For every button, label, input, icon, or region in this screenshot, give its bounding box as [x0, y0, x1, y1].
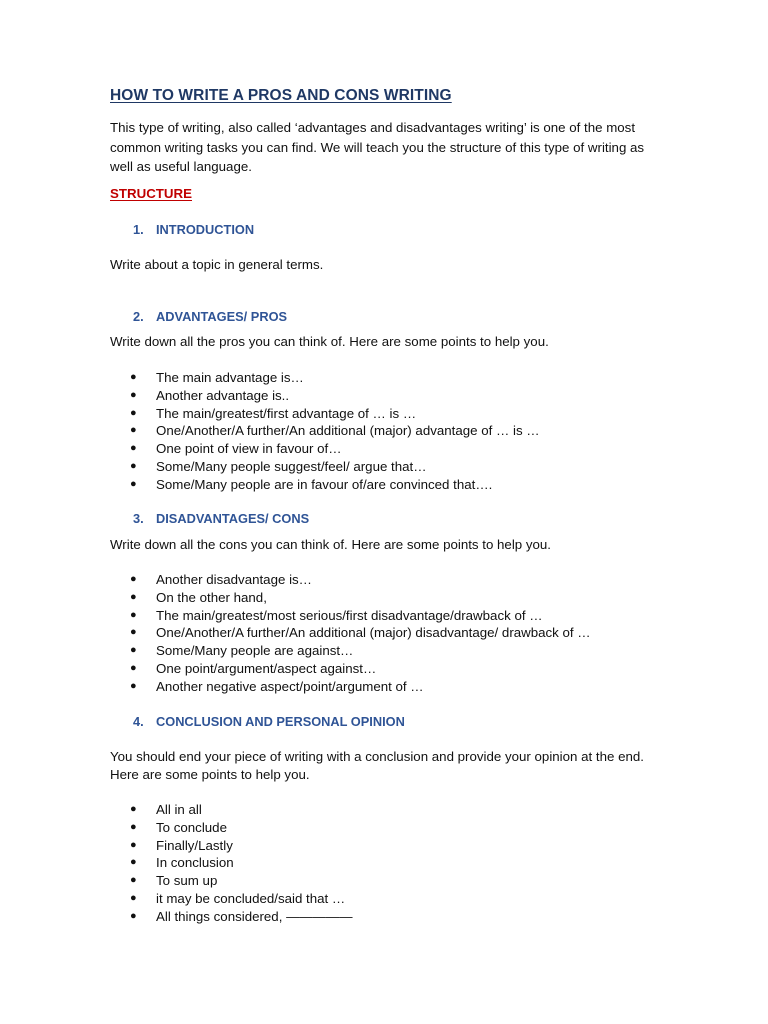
section-heading-text: CONCLUSION AND PERSONAL OPINION	[156, 714, 405, 729]
bullet-icon: ●	[130, 388, 137, 401]
bullet-icon: ●	[130, 891, 137, 904]
bullet-icon: ●	[130, 679, 137, 692]
list-item: ● One/Another/A further/An additional (major) advantage of … is …	[130, 423, 540, 439]
section-heading-text: INTRODUCTION	[156, 222, 255, 237]
list-item: ● The main/greatest/first advantage of … is …	[130, 405, 417, 421]
list-item: ● Some/Many people are in favour of/are convinced that….	[130, 476, 493, 492]
bullet-icon: ●	[130, 803, 137, 815]
document-title: HOW TO WRITE A PROS AND CONS WRITING	[110, 87, 452, 104]
bullet-icon: ●	[130, 838, 137, 851]
list-item: ● Another negative aspect/point/argument of …	[130, 678, 424, 694]
section-text-introduction: Write about a topic in general terms.	[110, 257, 324, 272]
list-item: ● it may be concluded/said that …	[130, 890, 346, 906]
bullet-icon: ●	[130, 874, 137, 887]
list-item: ● The main/greatest/most serious/first disadvantage/drawback of …	[130, 607, 543, 623]
list-item: ● Another disadvantage is…	[130, 572, 312, 587]
list-item: ● In conclusion	[130, 855, 234, 871]
bullet-icon: ●	[130, 459, 137, 472]
bullet-icon: ●	[130, 608, 137, 621]
section-heading-introduction	[133, 222, 254, 237]
bullet-icon: ●	[130, 661, 137, 674]
list-item: ● To conclude	[130, 819, 227, 835]
list-item: ● One/Another/A further/An additional (major) disadvantage/ drawback of …	[130, 625, 591, 641]
section-number: 2.	[133, 309, 144, 324]
list-item: ● The main advantage is…	[130, 370, 304, 385]
intro-paragraph: This type of writing, also called ‘advantages and disadvantages writing’ is one of the most common writing tasks you can find. We will teach you the structure of this type of writing as well as useful language.	[110, 120, 645, 174]
bullet-icon: ●	[130, 909, 137, 922]
bullet-icon: ●	[130, 644, 137, 657]
list-item: ● All in all	[130, 802, 202, 817]
bullet-icon: ●	[130, 856, 137, 869]
section-heading-text: ADVANTAGES/ PROS	[156, 309, 288, 324]
list-item: ● To sum up	[130, 873, 218, 889]
section-heading-text: DISADVANTAGES/ CONS	[156, 511, 310, 526]
bullet-icon: ●	[130, 626, 137, 639]
structure-label: STRUCTURE	[110, 186, 192, 201]
section-number: 3.	[133, 511, 144, 526]
section-number: 4.	[133, 714, 144, 729]
section-number: 1.	[133, 222, 144, 237]
bullet-icon: ●	[130, 424, 137, 437]
disadvantages-list	[130, 571, 591, 696]
section-heading-conclusion	[133, 714, 405, 729]
section-text-disadvantages: Write down all the cons you can think of. Here are some points to help you.	[110, 537, 552, 552]
list-item: ● One point/argument/aspect against…	[130, 660, 377, 676]
section-heading-disadvantages	[133, 511, 309, 526]
section-text-conclusion: You should end your piece of writing with a conclusion and provide your opinion at the end. Here are some points to help you.	[110, 749, 644, 782]
list-item: ● One point of view in favour of…	[130, 441, 342, 457]
bullet-icon: ●	[130, 477, 137, 490]
list-item: ● Finally/Lastly	[130, 837, 233, 853]
list-item: ● Some/Many people suggest/feel/ argue that…	[130, 458, 427, 474]
list-item: ● Another advantage is..	[130, 387, 290, 403]
bullet-icon: ●	[130, 573, 137, 585]
bullet-icon: ●	[130, 442, 137, 455]
list-item: ● All things considered, —————	[130, 908, 353, 924]
advantages-list	[130, 369, 540, 494]
bullet-icon: ●	[130, 371, 137, 383]
bullet-icon: ●	[130, 406, 137, 419]
bullet-icon: ●	[130, 820, 137, 833]
conclusion-list	[130, 801, 353, 926]
list-item: ● Some/Many people are against…	[130, 643, 354, 659]
section-heading-advantages	[133, 309, 287, 324]
list-item: ● On the other hand,	[130, 589, 267, 605]
bullet-icon: ●	[130, 590, 137, 603]
section-text-advantages: Write down all the pros you can think of. Here are some points to help you.	[110, 334, 549, 349]
